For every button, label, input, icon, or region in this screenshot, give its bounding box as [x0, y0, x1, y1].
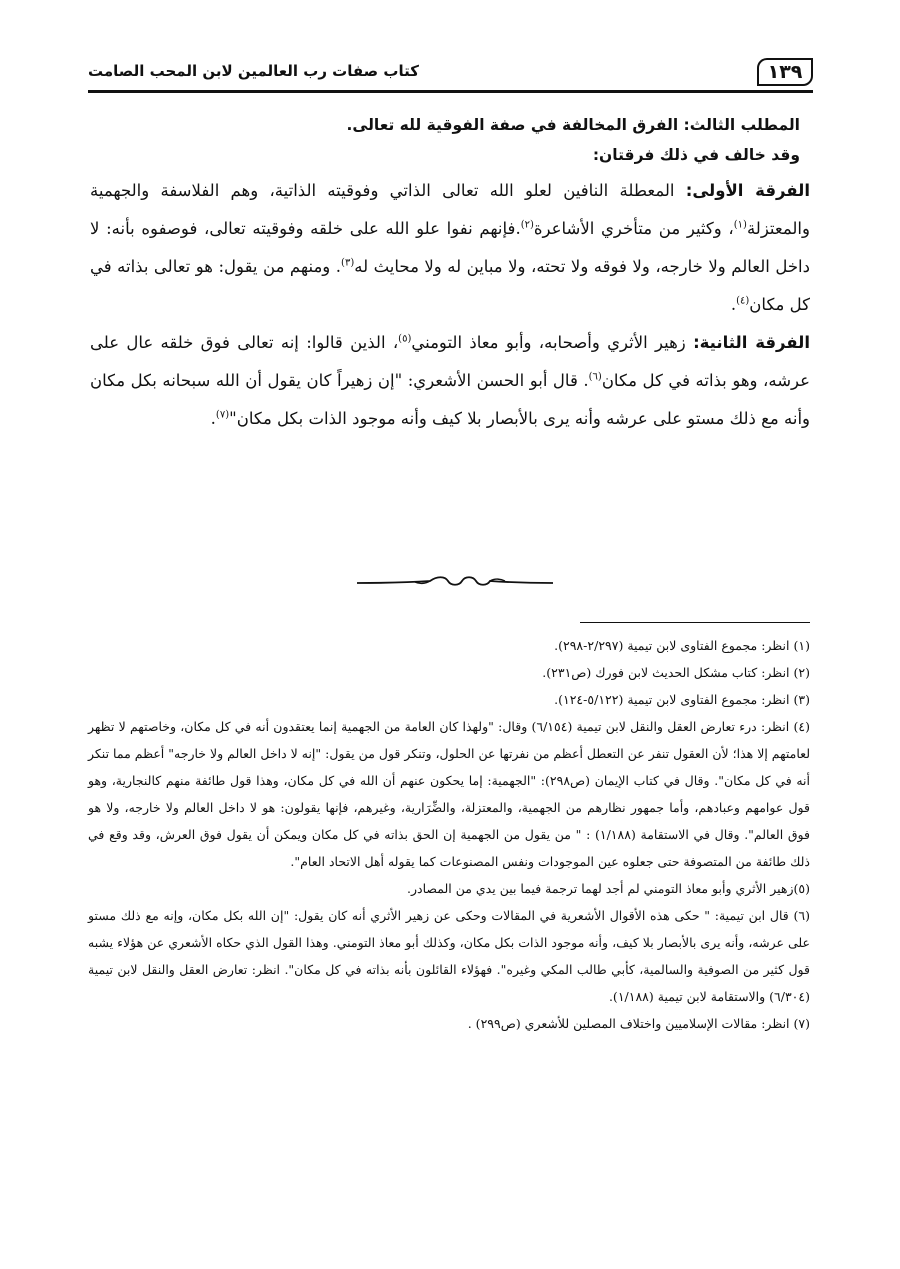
section-subheading: وقد خالف في ذلك فرقتان:: [592, 146, 800, 164]
p1-text-3: .فإنهم نفوا علو الله على خلقه وفوقيته تعالى، فوصفوه بأنه: لا داخل العالم ولا خارجه، ولا فوقه ولا تحته، ولا مباين له ولا محايث له: [90, 219, 810, 276]
footnote-ref-4[interactable]: (٤): [736, 295, 750, 307]
page-number: ١٣٩: [757, 58, 813, 86]
footnote-number: (١): [793, 638, 810, 653]
p1-text-5: .: [730, 295, 737, 314]
footnote-text: انظر: مجموع الفتاوى لابن تيمية (٥/١٢٢-١٢٤).: [554, 692, 794, 707]
footnote-text: زهير الأثري وأبو معاذ التومني لم أجد لهما ترجمة فيما بين يدي من المصادر.: [407, 881, 794, 896]
header-rule: [88, 90, 813, 93]
footnote-ref-6[interactable]: (٦): [588, 371, 602, 383]
p2-text-2: ، الذين قالوا: إنه تعالى فوق خلقه عال على عرشه، وهو بذاته في كل مكان: [90, 333, 810, 390]
footnote-ref-3[interactable]: (٣): [341, 257, 355, 269]
footnote-number: (٤): [793, 719, 810, 734]
footnote-number: (٧): [793, 1016, 810, 1031]
section-heading: المطلب الثالث: الفرق المخالفة في صفة الفوقية لله تعالى.: [346, 116, 800, 134]
footnote-ref-7[interactable]: (٧): [215, 409, 230, 421]
book-title: كتاب صفات رب العالمين لابن المحب الصامت: [88, 62, 419, 80]
main-text: [90, 110, 810, 438]
footnote-number: (٦): [793, 908, 810, 923]
footnote-separator: [580, 622, 810, 623]
footnote-number: (٥): [793, 881, 810, 896]
footnote-item: [88, 659, 810, 686]
footnote-text: انظر: كتاب مشكل الحديث لابن فورك (ص٢٣١).: [542, 665, 794, 680]
footnote-ref-5[interactable]: (٥): [398, 333, 412, 345]
footnote-item: [88, 713, 810, 875]
p1-text-4: . ومنهم من يقول: هو تعالى بذاته في كل مكان: [90, 257, 810, 314]
footnote-number: (٣): [793, 692, 810, 707]
p1-text-1: المعطلة النافين لعلو الله تعالى الذاتي وفوقيته الذاتية، وهم الفلاسفة والجهمية والمعتزلة: [90, 181, 810, 238]
p2-text-1: زهير الأثري وأصحابه، وأبو معاذ التومني: [411, 333, 694, 352]
paragraph-first-sect: [90, 172, 810, 324]
footnote-item: [88, 1010, 810, 1037]
first-sect-label: الفرقة الأولى:: [685, 181, 810, 200]
ornament-divider: [355, 572, 555, 592]
footnote-item: [88, 632, 810, 659]
p2-text-4: .: [210, 409, 216, 428]
page-header: [88, 58, 813, 88]
footnote-ref-2[interactable]: (٢): [520, 219, 534, 231]
footnote-ref-1[interactable]: (١): [733, 219, 747, 231]
footnotes: [88, 632, 810, 1037]
p2-text-3: . قال أبو الحسن الأشعري: "إن زهيراً كان يقول أن الله سبحانه بكل مكان وأنه مع ذلك مستو على عرشه وأنه يرى بالأبصار بلا كيف وأنه موجود الذات بكل مكان": [90, 371, 810, 428]
second-sect-label: الفرقة الثانية:: [693, 333, 810, 352]
footnote-text: قال ابن تيمية: " حكى هذه الأقوال الأشعرية في المقالات وحكى عن زهير الأثري أنه كان يقول: "إن الله بكل مكان، وإنه مع ذلك مستو على عرشه، وأنه يرى بالأبصار بلا كيف، وأنه موجود الذات بكل مكان، وكذلك أبو معاذ التومني. وهذا القول الذي حكاه الأشعري عن هؤلاء يشبه قول كثير من الصوفية والسالمية، كأبي طالب المكي وغيره". فهؤلاء القائلون بأنه بذاته في كل مكان". انظر: تعارض العقل والنقل لابن تيمية (٦/٣٠٤) والاستقامة لابن تيمية (١/١٨٨).: [88, 908, 810, 1004]
footnote-item: [88, 875, 810, 902]
footnote-text: انظر: درء تعارض العقل والنقل لابن تيمية (٦/١٥٤) وقال: "ولهذا كان العامة من الجهمية إنما يعتقدون أنه في كل مكان، وخاصتهم لا تظهر لعامتهم إلا هذا؛ لأن العقول تنفر عن التعطل أعظم من نفرتها عن الحلول، وتنكر قول من يقول: "إنه لا داخل العالم ولا خارجه" أعظم مما تنكر أنه في كل مكان". وقال في كتاب الإيمان (ص٢٩٨): "الجهمية: إما يحكون عنهم أن الله في كل مكان، وهذا قول طائفة منهم كالنجارية، وهو قول عوامهم وعبادهم، وأما جمهور نظارهم من الجهمية، والمعتزلة، والضِّرَارية، وغيرهم، فإنها يقولون: هو لا داخل العالم ولا خارجه، ولا هو فوق العالم". وقال في الاستقامة (١/١٨٨) : " من يقول من الجهمية إن الحق بذاته في كل مكان ويمكن أن يقول فوق العرش، وقد وقع في ذلك طائفة من المتصوفة حتى جعلوه عين الموجودات ونفس المصنوعات كما يقوله أهل الاتحاد العام".: [88, 719, 810, 869]
footnote-text: انظر: مقالات الإسلاميين واختلاف المصلين للأشعري (ص٢٩٩) .: [467, 1016, 794, 1031]
footnote-text: انظر: مجموع الفتاوى لابن تيمية (٢/٢٩٧-٢٩٨).: [554, 638, 794, 653]
footnote-item: [88, 686, 810, 713]
paragraph-second-sect: [90, 324, 810, 438]
footnote-item: [88, 902, 810, 1010]
p1-text-2: ، وكثير من متأخري الأشاعرة: [533, 219, 734, 238]
footnote-number: (٢): [793, 665, 810, 680]
